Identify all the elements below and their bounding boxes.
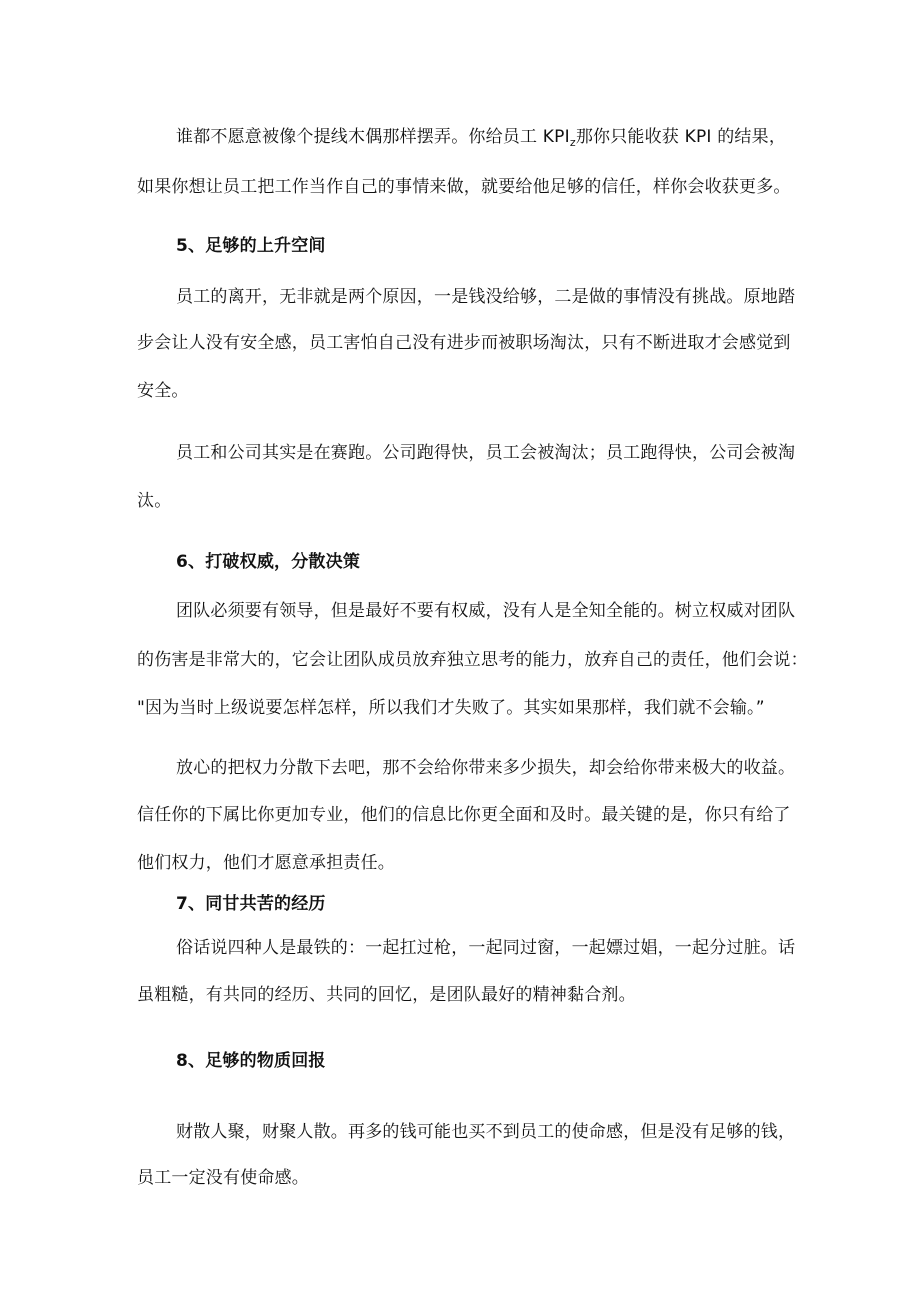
section-5-p1-line-2: 步会让人没有安全感，员工害怕自己没有进步而被职场淘汰，只有不断进取才会感觉到 xyxy=(137,333,791,353)
section-5-p1-line-1: 员工的离开，无非就是两个原因，一是钱没给够，二是做的事情没有挑战。原地踏 xyxy=(176,287,796,307)
intro-line-1 xyxy=(176,127,786,153)
section-6-p1-line-1: 团队必须要有领导，但是最好不要有权威，没有人是全知全能的。树立权威对团队 xyxy=(176,601,796,621)
section-7-heading: 7、同甘共苦的经历 xyxy=(176,894,326,914)
section-6-heading: 6、打破权威，分散决策 xyxy=(176,552,361,572)
section-5-p2-line-1: 员工和公司其实是在赛跑。公司跑得快，员工会被淘汰；员工跑得快，公司会被淘 xyxy=(176,443,796,463)
section-8-p1-line-2: 员工一定没有使命感。 xyxy=(137,1168,309,1188)
section-6-p1-line-2: 的伤害是非常大的，它会让团队成员放弃独立思考的能力，放弃自己的责任，他们会说： xyxy=(137,650,808,670)
intro-line-2: 如果你想让员工把工作当作自己的事情来做，就要给他足够的信任，样你会收获更多。 xyxy=(137,177,791,197)
intro-line-1-text-a: 谁都不愿意被像个提线木偶那样摆弄。你给员工 KPI xyxy=(176,127,570,147)
section-5-heading: 5、足够的上升空间 xyxy=(176,236,326,256)
section-6-p2-line-3: 他们权力，他们才愿意承担责任。 xyxy=(137,853,395,873)
section-5-p2-line-2: 汰。 xyxy=(137,491,172,511)
section-7-p1-line-1: 俗话说四种人是最铁的：一起扛过枪，一起同过窗，一起嫖过娼，一起分过脏。话 xyxy=(176,938,796,958)
section-8-p1-line-1: 财散人聚，财聚人散。再多的钱可能也买不到员工的使命感，但是没有足够的钱， xyxy=(176,1122,796,1142)
section-5-p1-line-3: 安全。 xyxy=(137,381,189,401)
section-6-p2-line-2: 信任你的下属比你更加专业，他们的信息比你更全面和及时。最关键的是，你只有给了 xyxy=(137,805,791,825)
section-6-p2-line-1: 放心的把权力分散下去吧，那不会给你带来多少损失，却会给你带来极大的收益。 xyxy=(176,758,796,778)
section-7-p1-line-2: 虽粗糙，有共同的经历、共同的回忆，是团队最好的精神黏合剂。 xyxy=(137,985,636,1005)
intro-line-1-subscript: z xyxy=(569,136,576,149)
intro-line-1-text-b: 那你只能收获 KPI 的结果， xyxy=(575,127,787,147)
section-8-heading: 8、足够的物质回报 xyxy=(176,1051,326,1071)
section-6-p1-line-3: "因为当时上级说要怎样怎样，所以我们才失败了。其实如果那样，我们就不会输。” xyxy=(137,698,765,718)
